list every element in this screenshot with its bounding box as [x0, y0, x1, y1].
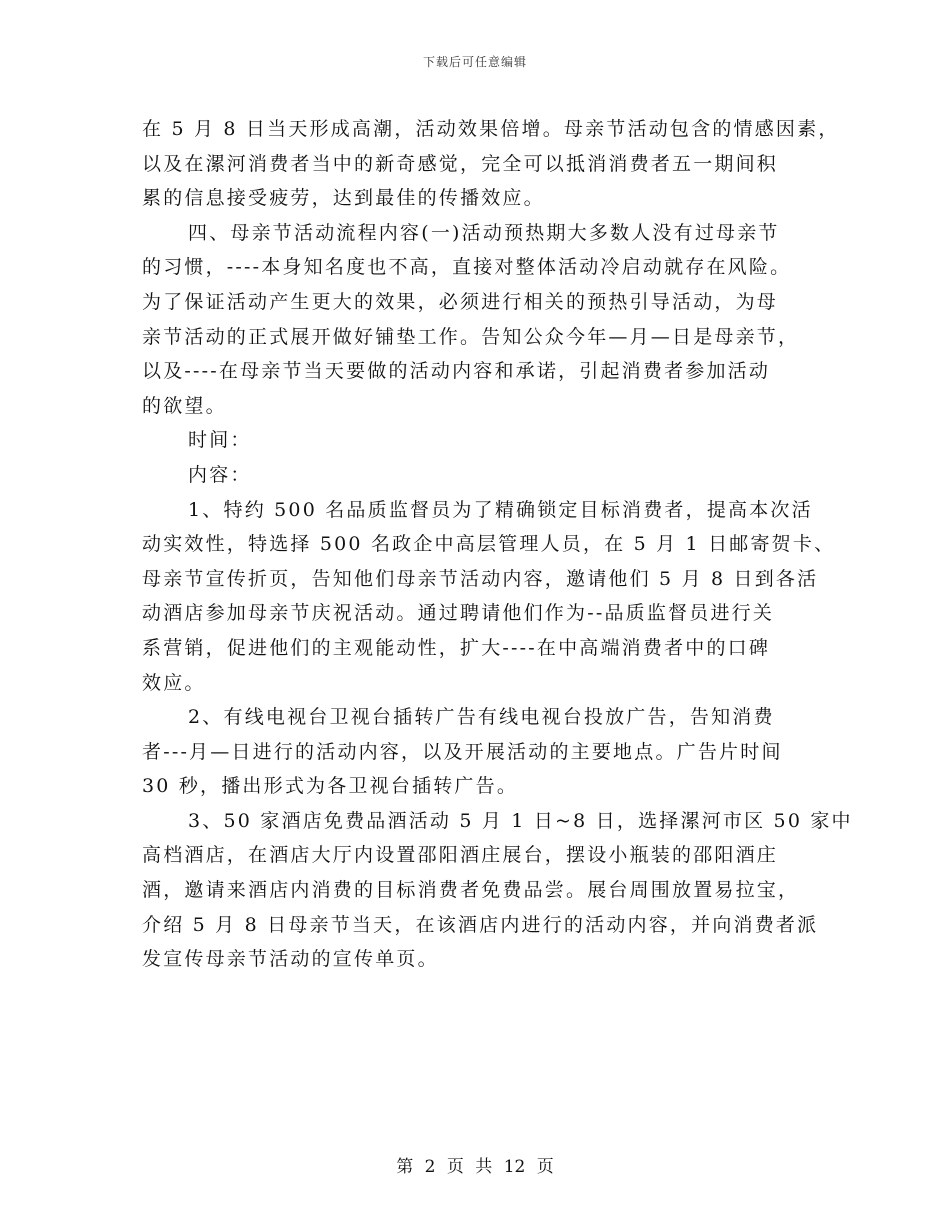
text-line: 介绍 5 月 8 日母亲节当天，在该酒店内进行的活动内容，并向消费者派	[142, 913, 819, 936]
text-line: 以及----在母亲节当天要做的活动内容和承诺，引起消费者参加活动	[142, 360, 771, 383]
text-line: 动酒店参加母亲节庆祝活动。通过聘请他们作为--品质监督员进行关	[142, 602, 775, 625]
text-line: 发宣传母亲节活动的宣传单页。	[142, 948, 439, 971]
text-line: 累的信息接受疲劳，达到最佳的传播效应。	[142, 187, 545, 210]
text-line: 在 5 月 8 日当天形成高潮，活动效果倍增。母亲节活动包含的情感因素，	[142, 118, 840, 140]
content-label: 内容：	[188, 463, 252, 486]
text-line: 动实效性，特选择 500 名政企中高层管理人员，在 5 月 1 日邮寄贺卡、	[142, 533, 836, 556]
text-line: 30 秒，播出形式为各卫视台插转广告。	[142, 775, 519, 798]
item-3-line: 3、50 家酒店免费品酒活动 5 月 1 日~8 日，选择漯河市区 50 家中	[188, 809, 853, 832]
item-1-line: 1、特约 500 名品质监督员为了精确锁定目标消费者，提高本次活	[188, 498, 813, 521]
text-line: 的习惯，----本身知名度也不高，直接对整体活动冷启动就存在风险。	[142, 256, 792, 279]
text-line: 母亲节宣传折页，告知他们母亲节活动内容，邀请他们 5 月 8 日到各活	[142, 567, 819, 590]
text-line: 为了保证活动产生更大的效果，必须进行相关的预热引导活动，为母	[142, 290, 779, 313]
page-number: 第 2 页 共 12 页	[396, 1157, 554, 1177]
text-line: 酒，邀请来酒店内消费的目标消费者免费品尝。展台周围放置易拉宝，	[142, 879, 800, 902]
text-line: 以及在漯河消费者当中的新奇感觉，完全可以抵消消费者五一期间积	[142, 152, 779, 175]
text-line: 系营销，促进他们的主观能动性，扩大----在中高端消费者中的口碑	[142, 636, 771, 659]
document-body	[142, 112, 853, 977]
text-line: 高档酒店，在酒店大厅内设置邵阳酒庄展台，摆设小瓶装的邵阳酒庄	[142, 844, 779, 867]
text-line: 者---月—日进行的活动内容，以及开展活动的主要地点。广告片时间	[142, 740, 783, 763]
section-heading-line: 四、母亲节活动流程内容(一)活动预热期大多数人没有过母亲节	[188, 221, 780, 244]
time-label: 时间：	[188, 429, 252, 452]
text-line: 的欲望。	[142, 394, 227, 417]
text-line: 亲节活动的正式展开做好铺垫工作。告知公众今年—月—日是母亲节，	[142, 325, 800, 348]
item-2-line: 2、有线电视台卫视台插转广告有线电视台投放广告，告知消费	[188, 706, 775, 729]
header-note: 下载后可任意编辑	[422, 55, 527, 69]
text-line: 效应。	[142, 671, 206, 694]
